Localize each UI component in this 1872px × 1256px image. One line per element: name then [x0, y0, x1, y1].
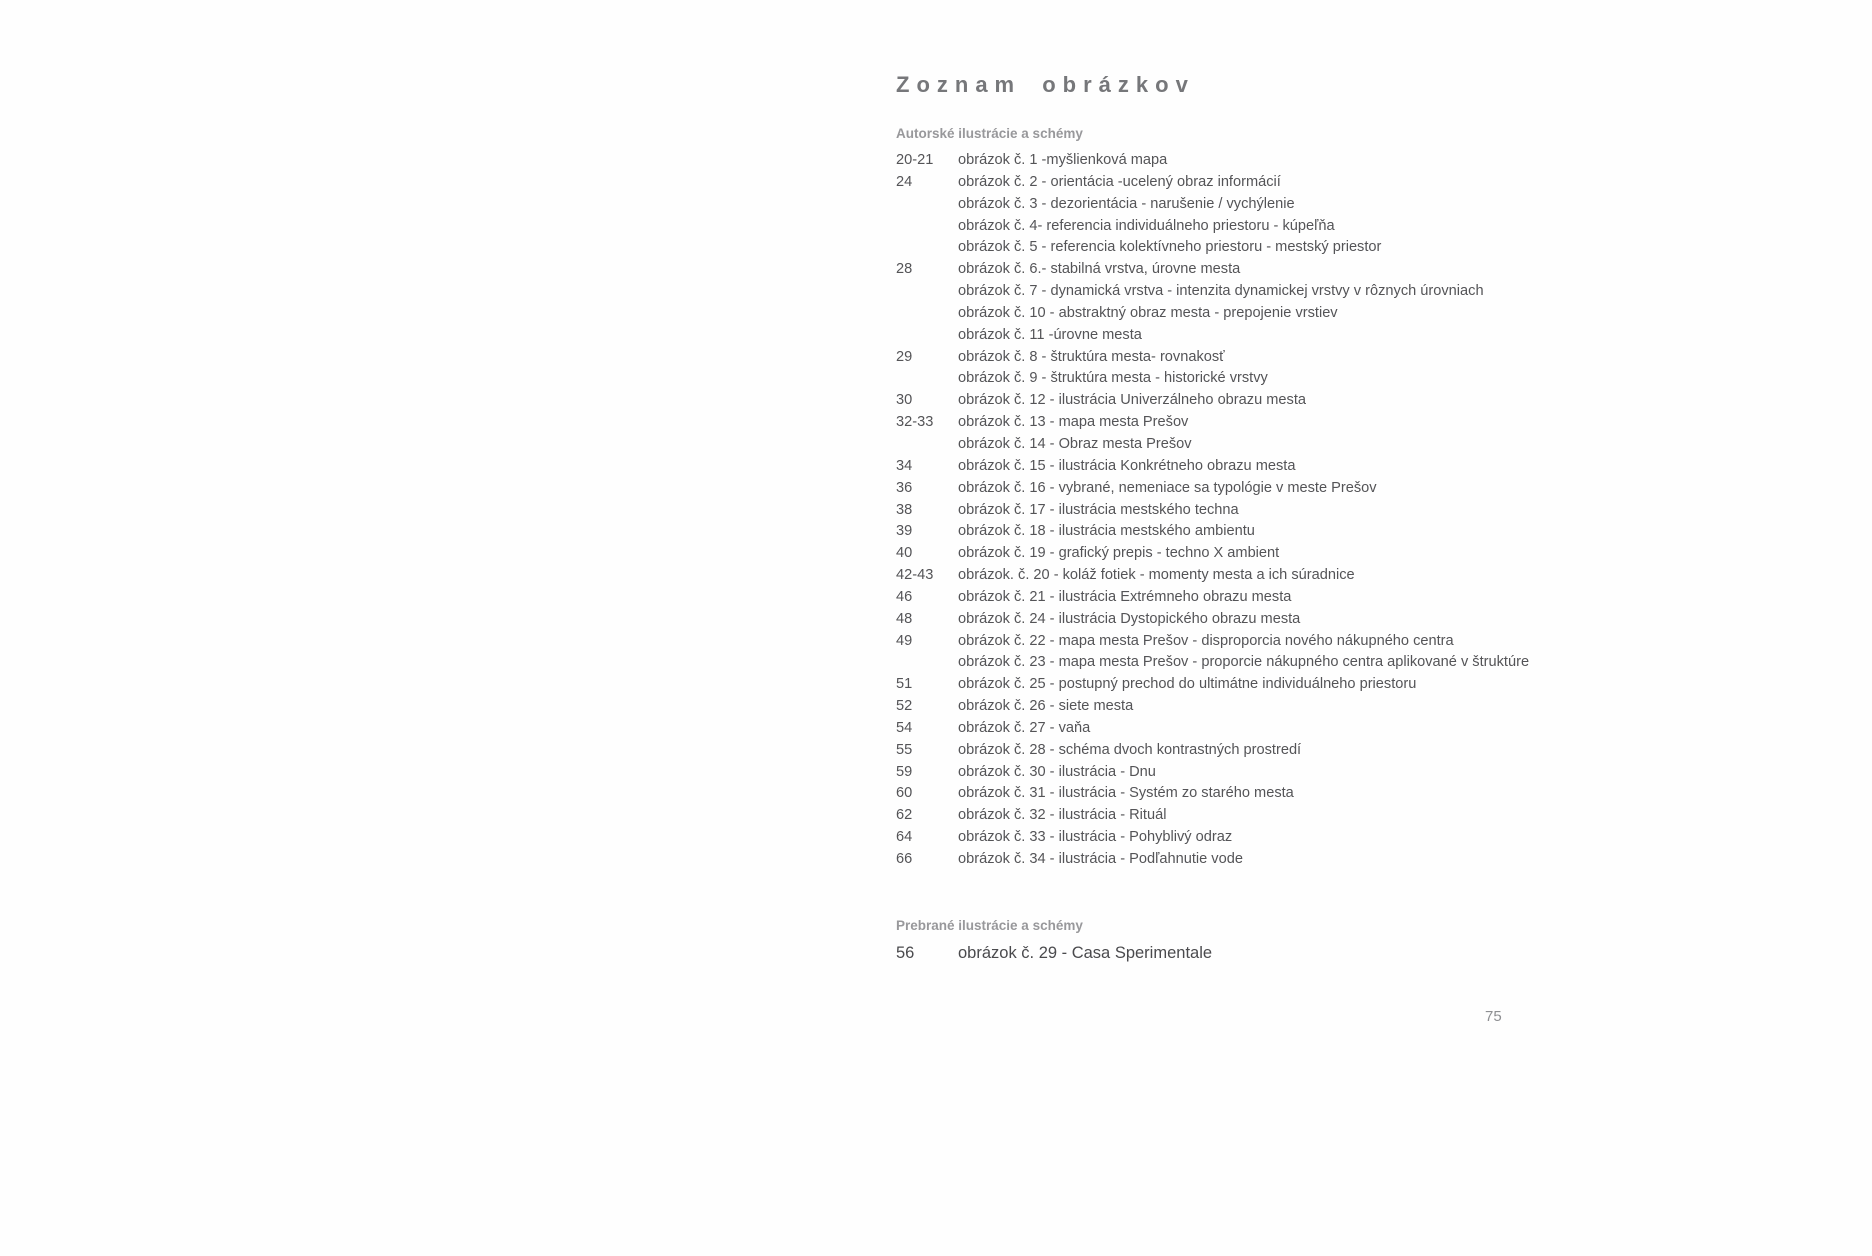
entry-label: obrázok č. 1 -myšlienková mapa [958, 152, 1168, 168]
entry-pages [896, 237, 958, 259]
entry-label: obrázok č. 26 - siete mesta [958, 698, 1134, 715]
entry-pages: 40 [896, 545, 913, 562]
entry-pages: 38 [896, 501, 913, 518]
entry-label: obrázok č. 8 - štruktúra mesta- rovnakosť [958, 348, 1225, 365]
entry-pages: 48 [896, 610, 913, 627]
list-entry [896, 325, 1516, 347]
list-entry [896, 172, 1516, 194]
entry-pages: 55 [896, 741, 913, 758]
entry-pages: 52 [896, 698, 913, 715]
entry-pages: 56 [896, 944, 915, 962]
entry-label: obrázok č. 24 - ilustrácia Dystopického obrazu mesta [958, 610, 1301, 627]
list-entry [896, 478, 1516, 500]
entry-label: obrázok č. 33 - ilustrácia - Pohyblivý odraz [958, 829, 1233, 846]
entry-pages [896, 325, 958, 347]
page-number: 75 [1485, 1008, 1502, 1025]
entry-label: obrázok. č. 20 - koláž fotiek - momenty mesta a ich súradnice [958, 567, 1355, 584]
entry-label: obrázok č. 27 - vaňa [958, 719, 1091, 736]
list-entry [896, 718, 1516, 740]
figure-list-autorske [896, 150, 1530, 871]
entry-label: obrázok č. 34 - ilustrácia - Podľahnutie vode [958, 851, 1243, 867]
entry-label: obrázok č. 17 - ilustrácia mestského techna [958, 501, 1239, 518]
list-entry [896, 434, 1516, 456]
list-entry [896, 740, 1516, 762]
list-entry [896, 631, 1516, 653]
entry-label: obrázok č. 25 - postupný prechod do ultimátne individuálneho priestoru [958, 676, 1417, 693]
list-entry [896, 941, 1516, 965]
list-entry [896, 150, 1516, 172]
list-entry [896, 674, 1516, 696]
entry-label: obrázok č. 7 - dynamická vrstva - intenzita dynamickej vrstvy v rôznych úrovniach [958, 283, 1484, 300]
entry-pages: 51 [896, 676, 913, 693]
entry-pages: 36 [896, 479, 913, 496]
entry-label: obrázok č. 5 - referencia kolektívneho priestoru - mestský priestor [958, 239, 1382, 256]
list-entry [896, 783, 1516, 805]
entry-label: obrázok č. 6.- stabilná vrstva, úrovne mesta [958, 261, 1241, 278]
entry-label: obrázok č. 28 - schéma dvoch kontrastných prostredí [958, 741, 1302, 758]
entry-pages: 29 [896, 348, 913, 365]
entry-label: obrázok č. 14 - Obraz mesta Prešov [958, 435, 1192, 452]
figure-list-prebrane [896, 941, 1516, 965]
entry-label: obrázok č. 23 - mapa mesta Prešov - proporcie nákupného centra aplikované v štruktúre [958, 654, 1530, 671]
list-entry [896, 194, 1516, 216]
entry-label: obrázok č. 21 - ilustrácia Extrémneho obrazu mesta [958, 588, 1292, 605]
entry-label: obrázok č. 32 - ilustrácia - Rituál [958, 807, 1167, 824]
entry-pages: 24 [896, 173, 913, 190]
list-entry [896, 237, 1516, 259]
list-entry [896, 281, 1516, 303]
entry-pages: 34 [896, 457, 913, 474]
list-entry [896, 849, 1516, 871]
list-entry [896, 216, 1516, 238]
list-entry [896, 762, 1516, 784]
entry-label: obrázok č. 2 - orientácia -ucelený obraz informácií [958, 173, 1281, 190]
entry-label: obrázok č. 12 - ilustrácia Univerzálneho obrazu mesta [958, 392, 1306, 409]
entry-label: obrázok č. 3 - dezorientácia - narušenie / vychýlenie [958, 195, 1295, 212]
list-entry [896, 652, 1530, 674]
list-entry [896, 303, 1516, 325]
entry-label: obrázok č. 4- referencia individuálneho priestoru - kúpeľňa [958, 217, 1335, 234]
list-entry [896, 456, 1516, 478]
list-entry [896, 368, 1516, 390]
entry-label: obrázok č. 22 - mapa mesta Prešov - disproporcia nového nákupného centra [958, 632, 1454, 649]
list-entry [896, 521, 1516, 543]
entry-pages [896, 652, 958, 674]
list-entry [896, 259, 1516, 281]
entry-label: obrázok č. 9 - štruktúra mesta - historické vrstvy [958, 370, 1268, 387]
entry-label: obrázok č. 31 - ilustrácia - Systém zo starého mesta [958, 785, 1294, 802]
entry-pages [896, 368, 958, 390]
list-entry [896, 587, 1516, 609]
entry-pages: 32-33 [896, 414, 934, 431]
entry-pages [896, 281, 958, 303]
entry-pages: 59 [896, 763, 913, 780]
section-heading-prebrane: Prebrané ilustrácie a schémy [896, 918, 1083, 933]
entry-pages: 30 [896, 392, 913, 409]
entry-pages [896, 434, 958, 456]
list-entry [896, 696, 1516, 718]
entry-pages [896, 194, 958, 216]
entry-pages [896, 216, 958, 238]
entry-pages: 28 [896, 261, 913, 278]
entry-pages: 54 [896, 719, 913, 736]
list-entry [896, 565, 1516, 587]
entry-label: obrázok č. 13 - mapa mesta Prešov [958, 414, 1189, 431]
list-entry [896, 805, 1516, 827]
list-entry [896, 347, 1516, 369]
entry-label: obrázok č. 15 - ilustrácia Konkrétneho obrazu mesta [958, 457, 1296, 474]
page-title: Zoznam obrázkov [896, 72, 1195, 97]
section-heading-autorske: Autorské ilustrácie a schémy [896, 126, 1083, 141]
entry-label: obrázok č. 16 - vybrané, nemeniace sa typológie v meste Prešov [958, 479, 1377, 496]
entry-pages [896, 303, 958, 325]
entry-pages: 20-21 [896, 152, 934, 168]
entry-label: obrázok č. 19 - grafický prepis - techno X ambient [958, 545, 1280, 562]
entry-label: obrázok č. 10 - abstraktný obraz mesta - prepojenie vrstiev [958, 304, 1338, 321]
entry-label: obrázok č. 30 - ilustrácia - Dnu [958, 763, 1156, 780]
list-entry [896, 500, 1516, 522]
list-entry [896, 390, 1516, 412]
entry-pages: 49 [896, 632, 913, 649]
entry-label: obrázok č. 18 - ilustrácia mestského ambientu [958, 523, 1255, 540]
list-entry [896, 412, 1516, 434]
list-entry [896, 827, 1516, 849]
entry-pages: 64 [896, 829, 913, 846]
entry-pages: 42-43 [896, 567, 934, 584]
entry-pages: 66 [896, 851, 913, 867]
entry-label: obrázok č. 11 -úrovne mesta [958, 326, 1142, 343]
entry-pages: 62 [896, 807, 913, 824]
list-entry [896, 543, 1516, 565]
list-entry [896, 609, 1516, 631]
entry-pages: 60 [896, 785, 913, 802]
entry-pages: 46 [896, 588, 913, 605]
entry-pages: 39 [896, 523, 913, 540]
entry-label: obrázok č. 29 - Casa Sperimentale [958, 944, 1213, 962]
